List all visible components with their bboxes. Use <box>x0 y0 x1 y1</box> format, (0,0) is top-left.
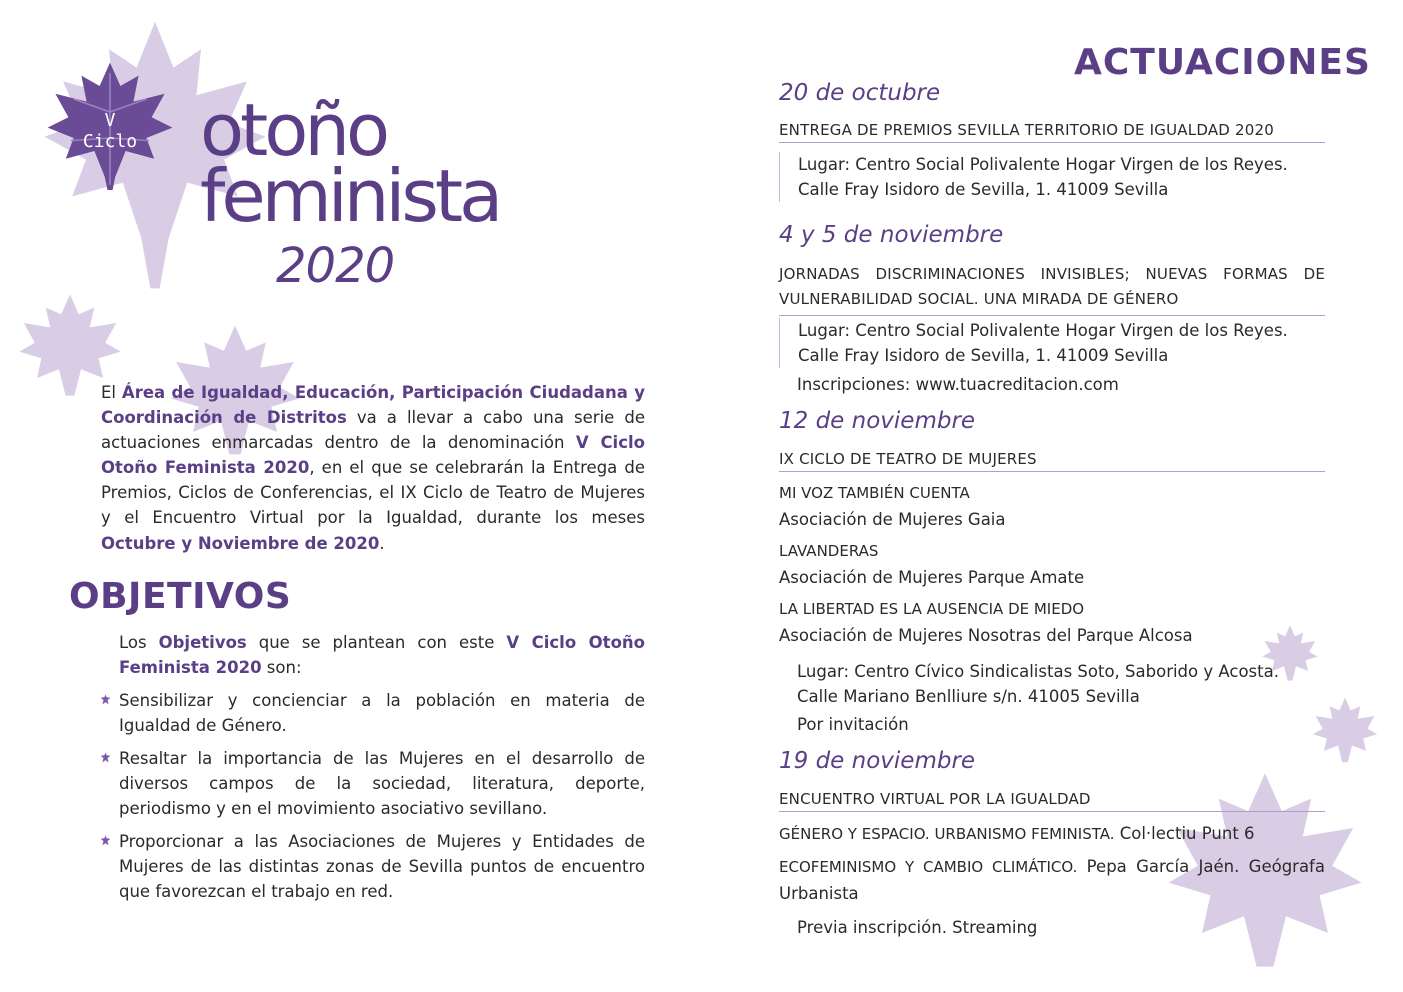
event-note: Por invitación <box>797 715 909 734</box>
event-date: 20 de octubre <box>779 80 941 106</box>
event-date: 4 y 5 de noviembre <box>779 222 1004 248</box>
intro-text: . <box>379 533 385 553</box>
play-name: MI VOZ TAMBIÉN CUENTA <box>779 484 970 502</box>
play-name: LA LIBERTAD ES LA AUSENCIA DE MIEDO <box>779 600 1085 618</box>
event-venue: Lugar: Centro Social Polivalente Hogar Virgen de los Reyes. Calle Fray Isidoro de Sevilla, 1. 41009 Sevilla <box>779 318 1326 368</box>
leaf-bullet-icon <box>100 752 111 763</box>
title-line-2: feminista <box>200 154 500 238</box>
event-date: 19 de noviembre <box>779 748 976 774</box>
lead-text: son: <box>261 658 302 678</box>
page-title <box>200 88 500 238</box>
talk-item <box>779 821 1325 848</box>
intro-highlight: Área de Igualdad, Educación, Participación Ciudadana y Coordinación de Distritos <box>101 383 645 428</box>
intro-paragraph <box>101 380 645 556</box>
intro-text: va a llevar a cabo una serie de actuaciones enmarcadas dentro de la denominación <box>101 408 645 453</box>
lead-text: Los <box>119 633 159 652</box>
objetivos-lead <box>119 630 645 680</box>
lead-text: que se plantean con este <box>246 633 507 652</box>
badge-line-2: Ciclo <box>82 131 138 152</box>
objetivos-heading: OBJETIVOS <box>69 576 292 617</box>
play-item <box>779 597 1325 648</box>
event-title: ENTREGA DE PREMIOS SEVILLA TERRITORIO DE IGUALDAD 2020 <box>779 121 1325 143</box>
talk-speaker: Col·lectiu Punt 6 <box>1114 824 1255 843</box>
leaf-bullet-icon <box>100 694 111 705</box>
objective-text: Sensibilizar y concienciar a la población en materia de Igualdad de Género. <box>119 691 645 736</box>
event-venue: Lugar: Centro Cívico Sindicalistas Soto, Saborido y Acosta. Calle Mariano Benlliure s/n. 41005 Sevilla <box>797 662 1279 706</box>
talk-item <box>779 854 1325 906</box>
play-item <box>779 481 1325 532</box>
play-association: Asociación de Mujeres Parque Amate <box>779 567 1085 587</box>
badge-label <box>62 110 158 152</box>
lead-highlight: Objetivos <box>158 633 247 652</box>
play-item <box>779 539 1325 590</box>
event-title: ENCUENTRO VIRTUAL POR LA IGUALDAD <box>779 790 1325 812</box>
intro-highlight: Octubre y Noviembre de 2020 <box>101 533 380 553</box>
intro-highlight: V Ciclo Otoño Feminista 2020 <box>101 433 645 478</box>
objective-text: Proporcionar a las Asociaciones de Mujeres y Entidades de Mujeres de las distintas zonas de Sevilla puntos de encuentro que favorezcan el trabajo en red. <box>119 832 645 902</box>
talk-title: GÉNERO Y ESPACIO. URBANISMO FEMINISTA. <box>779 825 1115 843</box>
event-venue: Lugar: Centro Social Polivalente Hogar Virgen de los Reyes. Calle Fray Isidoro de Sevilla, 1. 41009 Sevilla <box>779 152 1326 202</box>
title-line-1: otoño <box>200 88 387 172</box>
objective-item <box>119 829 645 904</box>
objective-text: Resaltar la importancia de las Mujeres en el desarrollo de diversos campos de la sociedad, literatura, deporte, periodismo y en el movimiento asociativo sevillano. <box>119 749 645 819</box>
event-title: JORNADAS DISCRIMINACIONES INVISIBLES; NUEVAS FORMAS DE VULNERABILIDAD SOCIAL. UNA MIRADA DE GÉNERO <box>779 262 1325 316</box>
actuaciones-heading: ACTUACIONES <box>1074 42 1371 83</box>
intro-text: , en el que se celebrarán la Entrega de Premios, Ciclos de Conferencias, el IX Ciclo de Teatro de Mujeres y el Encuentro Virtual por la Igualdad, durante los meses <box>101 458 645 528</box>
intro-text: El <box>101 383 122 402</box>
objective-item <box>119 746 645 821</box>
play-association: Asociación de Mujeres Gaia <box>779 509 1006 529</box>
objective-item <box>119 688 645 738</box>
play-name: LAVANDERAS <box>779 542 879 560</box>
event-title: IX CICLO DE TEATRO DE MUJERES <box>779 450 1325 472</box>
talk-title: ECOFEMINISMO Y CAMBIO CLIMÁTICO. <box>779 858 1078 876</box>
talk-speaker: Pepa García Jaén. Geógrafa Urbanista <box>779 857 1325 903</box>
play-association: Asociación de Mujeres Nosotras del Parque Alcosa <box>779 625 1193 645</box>
event-note: Previa inscripción. Streaming <box>797 918 1038 937</box>
event-date: 12 de noviembre <box>779 408 976 434</box>
title-year: 2020 <box>276 238 395 294</box>
leaf-bullet-icon <box>100 835 111 846</box>
event-registration: Inscripciones: www.tuacreditacion.com <box>797 375 1119 394</box>
lead-highlight: V Ciclo Otoño Feminista 2020 <box>119 633 645 678</box>
badge-line-1: V <box>104 110 116 131</box>
